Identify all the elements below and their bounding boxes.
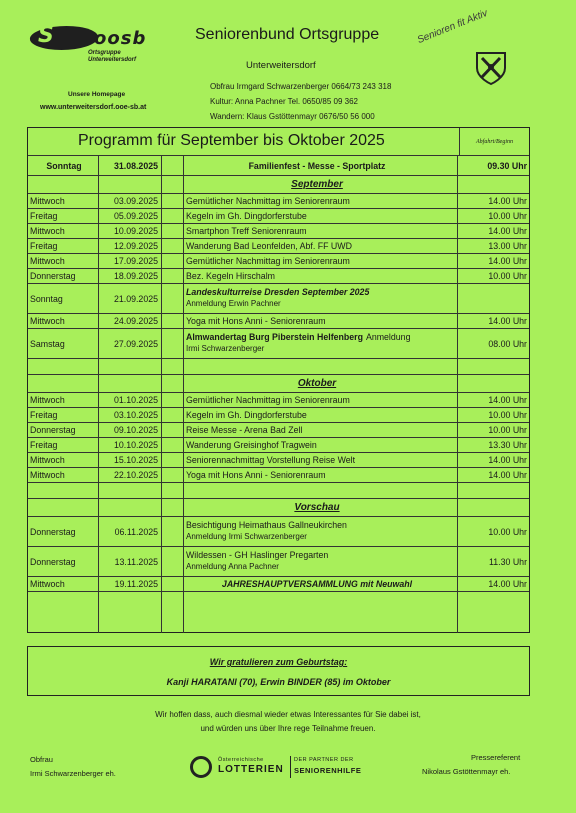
- row-description: Gemütlicher Nachmittag im Seniorenraum: [186, 395, 350, 405]
- row-date: 06.11.2025: [114, 526, 158, 537]
- table-row: [28, 393, 529, 408]
- row-time: [457, 284, 529, 313]
- row-time: 08.00 Uhr: [488, 338, 527, 349]
- table-row: [28, 453, 529, 468]
- row-description: Gemütlicher Nachmittag im Seniorenraum: [186, 196, 350, 206]
- row-time: 14.00 Uhr: [488, 316, 527, 326]
- spacer-row: [28, 359, 529, 375]
- logo-subtitle-2: Unterweitersdorf: [88, 57, 137, 63]
- row-date: 18.09.2025: [113, 271, 158, 281]
- row-time: 10.00 Uhr: [488, 271, 527, 281]
- row-date: 10.10.2025: [113, 440, 158, 450]
- row-description: Yoga mit Hons Anni - Seniorenraum: [186, 470, 326, 480]
- table-row: [28, 517, 529, 547]
- row-time: 14.00 Uhr: [488, 455, 527, 465]
- row-time: 10.00 Uhr: [488, 410, 527, 420]
- row-date: 27.09.2025: [113, 338, 158, 349]
- row-description-line-1: Besichtigung Heimathaus Gallneukirchen: [186, 520, 347, 531]
- row-description: Wanderung Bad Leonfelden, Abf. FF UWD: [186, 241, 352, 251]
- month-label: Vorschau: [294, 502, 340, 513]
- row-time: 10.00 Uhr: [488, 526, 527, 537]
- row-day: Sonntag: [30, 293, 63, 304]
- row-date: 10.09.2025: [113, 226, 158, 236]
- time-column-header: Abfahrt/Beginn: [459, 128, 529, 156]
- lotto-big-left: LOTTERIEN: [218, 764, 284, 775]
- row-description: JAHRESHAUPTVERSAMMLUNG mit Neuwahl: [221, 579, 413, 589]
- lotto-small-left: Österreichische: [218, 757, 264, 763]
- row-day: Donnerstag: [30, 425, 76, 435]
- table-row: [28, 269, 529, 284]
- row-description: Seniorennachmittag Vorstellung Reise Welt: [186, 455, 356, 465]
- closing-line-1: Wir hoffen dass, auch diesmal wieder etwas Interessantes für Sie dabei ist,: [155, 710, 421, 719]
- table-row: [28, 468, 529, 483]
- row-day: Mittwoch: [30, 455, 65, 465]
- row-time: 13.00 Uhr: [488, 241, 527, 251]
- row-date: 17.09.2025: [113, 256, 158, 266]
- table-row: [28, 194, 529, 209]
- row-time: 14.00 Uhr: [488, 256, 527, 266]
- row-date: 22.10.2025: [113, 470, 158, 480]
- row-day: Mittwoch: [30, 226, 65, 236]
- contact-kultur: Kultur: Anna Pachner Tel. 0650/85 09 362: [210, 97, 358, 106]
- row-description-line-2: Anmeldung Erwin Pachner: [186, 299, 281, 309]
- row-description: Gemütlicher Nachmittag im Seniorenraum: [186, 256, 350, 266]
- row-date: 21.09.2025: [113, 293, 158, 304]
- table-row: [28, 329, 529, 359]
- table-row: [28, 224, 529, 239]
- row-day: Donnerstag: [30, 556, 76, 567]
- row-time: 14.00 Uhr: [488, 226, 527, 236]
- row-day: Mittwoch: [30, 316, 65, 326]
- row-description: [184, 547, 448, 576]
- homepage-url-link[interactable]: www.unterweitersdorf.ooe-sb.at: [40, 104, 147, 111]
- birthday-box: [27, 646, 530, 696]
- row-date: 01.10.2025: [113, 395, 158, 405]
- row-description-line-2: Anmeldung Anna Pachner: [186, 562, 279, 572]
- row-day: Donnerstag: [30, 526, 76, 537]
- signature-name-right: Nikolaus Gstöttenmayr eh.: [422, 767, 511, 776]
- table-row: [28, 156, 529, 176]
- senioren-fit-badge: Senioren fit Aktiv: [415, 7, 490, 47]
- row-date: 19.11.2025: [114, 579, 158, 589]
- row-day: Freitag: [30, 211, 58, 221]
- table-row: [28, 547, 529, 577]
- row-day: Freitag: [30, 440, 58, 450]
- signature-role-right: Pressereferent: [471, 753, 521, 762]
- row-description: Kegeln im Gh. Dingdorferstube: [186, 211, 307, 221]
- row-description: Familienfest - Messe - Sportplatz: [248, 160, 386, 171]
- table-row: [28, 408, 529, 423]
- row-time: 11.30 Uhr: [489, 556, 527, 567]
- row-day: Mittwoch: [30, 395, 65, 405]
- table-row: [28, 254, 529, 269]
- row-time: 09.30 Uhr: [487, 160, 527, 171]
- seniorenbund-logo: [30, 22, 170, 62]
- table-row: [28, 239, 529, 254]
- row-description: Wanderung Greisinghof Tragwein: [186, 440, 317, 450]
- row-description: [184, 284, 448, 313]
- row-date: 03.10.2025: [113, 410, 158, 420]
- month-header-row: [28, 176, 529, 194]
- row-description: Yoga mit Hons Anni - Seniorenraum: [186, 316, 326, 326]
- row-description-tail: Anmeldung: [365, 332, 411, 343]
- month-label: September: [291, 179, 343, 190]
- row-description-line-1: Landeskulturreise Dresden September 2025: [186, 287, 370, 298]
- signature-name-left: Irmi Schwarzenberger eh.: [30, 769, 116, 778]
- row-day: Freitag: [30, 410, 58, 420]
- row-description: [184, 329, 448, 358]
- row-description-line-2: Irmi Schwarzenberger: [186, 344, 265, 354]
- row-description: Reise Messe - Arena Bad Zell: [186, 425, 303, 435]
- birthday-names: Kanji HARATANI (70), Erwin BINDER (85) im Oktober: [166, 677, 391, 687]
- row-day: Sonntag: [46, 160, 82, 171]
- table-row: [28, 438, 529, 453]
- lotterien-circle-icon: [190, 756, 212, 778]
- row-date: 31.08.2025: [113, 160, 158, 171]
- page-subtitle: Unterweitersdorf: [246, 60, 316, 71]
- table-row: [28, 577, 529, 592]
- row-date: 03.09.2025: [113, 196, 158, 206]
- row-time: 14.00 Uhr: [488, 196, 527, 206]
- row-time: 14.00 Uhr: [488, 395, 527, 405]
- row-day: Donnerstag: [30, 271, 76, 281]
- row-date: 24.09.2025: [113, 316, 158, 326]
- page-title: Seniorenbund Ortsgruppe: [195, 26, 380, 43]
- row-date: 05.09.2025: [113, 211, 158, 221]
- row-description: Bez. Kegeln Hirschalm: [186, 271, 275, 281]
- homepage-label: Unsere Homepage: [68, 91, 126, 98]
- program-title: Programm für September bis Oktober 2025: [78, 132, 385, 149]
- contact-wandern: Wandern: Klaus Gstöttenmayr 0676/50 56 000: [210, 112, 375, 121]
- row-description: Smartphon Treff Seniorenraum: [186, 226, 307, 236]
- row-time: 10.00 Uhr: [488, 425, 527, 435]
- row-time: 14.00 Uhr: [488, 579, 527, 589]
- row-day: Mittwoch: [30, 196, 65, 206]
- program-table: [27, 127, 530, 633]
- closing-line-2: und würden uns über Ihre rege Teilnahme freuen.: [200, 724, 376, 733]
- row-description: [184, 517, 448, 546]
- row-description-line-1: Wildessen - GH Haslinger Pregarten: [186, 550, 329, 561]
- spacer-row: [28, 483, 529, 499]
- month-label: Oktober: [297, 378, 337, 389]
- birthday-heading: Wir gratulieren zum Geburtstag:: [209, 657, 348, 667]
- table-row: [28, 423, 529, 438]
- program-title-row: [28, 128, 529, 156]
- lotterien-logo: [190, 756, 390, 780]
- logo-letters: oosb: [94, 28, 147, 49]
- table-row: [28, 284, 529, 314]
- lotto-big-right: SENIORENHILFE: [294, 766, 362, 775]
- row-date: 15.10.2025: [113, 455, 158, 465]
- row-description-line-1: Almwandertag Burg Piberstein Helfenberg: [186, 332, 363, 343]
- table-row: [28, 209, 529, 224]
- row-date: 13.11.2025: [114, 556, 158, 567]
- row-time: 14.00 Uhr: [488, 470, 527, 480]
- logo-icon: S: [38, 23, 54, 48]
- row-day: Freitag: [30, 241, 58, 251]
- logo-subtitle-1: Ortsgruppe: [88, 50, 121, 56]
- row-date: 09.10.2025: [113, 425, 158, 435]
- table-row: [28, 314, 529, 329]
- row-description-line-2: Anmeldung Irmi Schwarzenberger: [186, 532, 307, 542]
- lotto-separator: [290, 756, 291, 778]
- month-header-row: [28, 375, 529, 393]
- row-description: Kegeln im Gh. Dingdorferstube: [186, 410, 307, 420]
- row-time: 10.00 Uhr: [488, 211, 527, 221]
- row-time: 13.30 Uhr: [488, 440, 527, 450]
- signature-role-left: Obfrau: [30, 755, 53, 764]
- row-day: Mittwoch: [30, 256, 65, 266]
- row-date: 12.09.2025: [113, 241, 158, 251]
- municipal-crest-icon: [473, 50, 509, 86]
- row-day: Mittwoch: [30, 470, 65, 480]
- contact-obfrau: Obfrau Irmgard Schwarzenberger 0664/73 243 318: [210, 82, 392, 91]
- lotto-small-right: DER PARTNER DER: [294, 757, 354, 763]
- month-header-row: [28, 499, 529, 517]
- row-day: Samstag: [30, 338, 65, 349]
- row-day: Mittwoch: [30, 579, 65, 589]
